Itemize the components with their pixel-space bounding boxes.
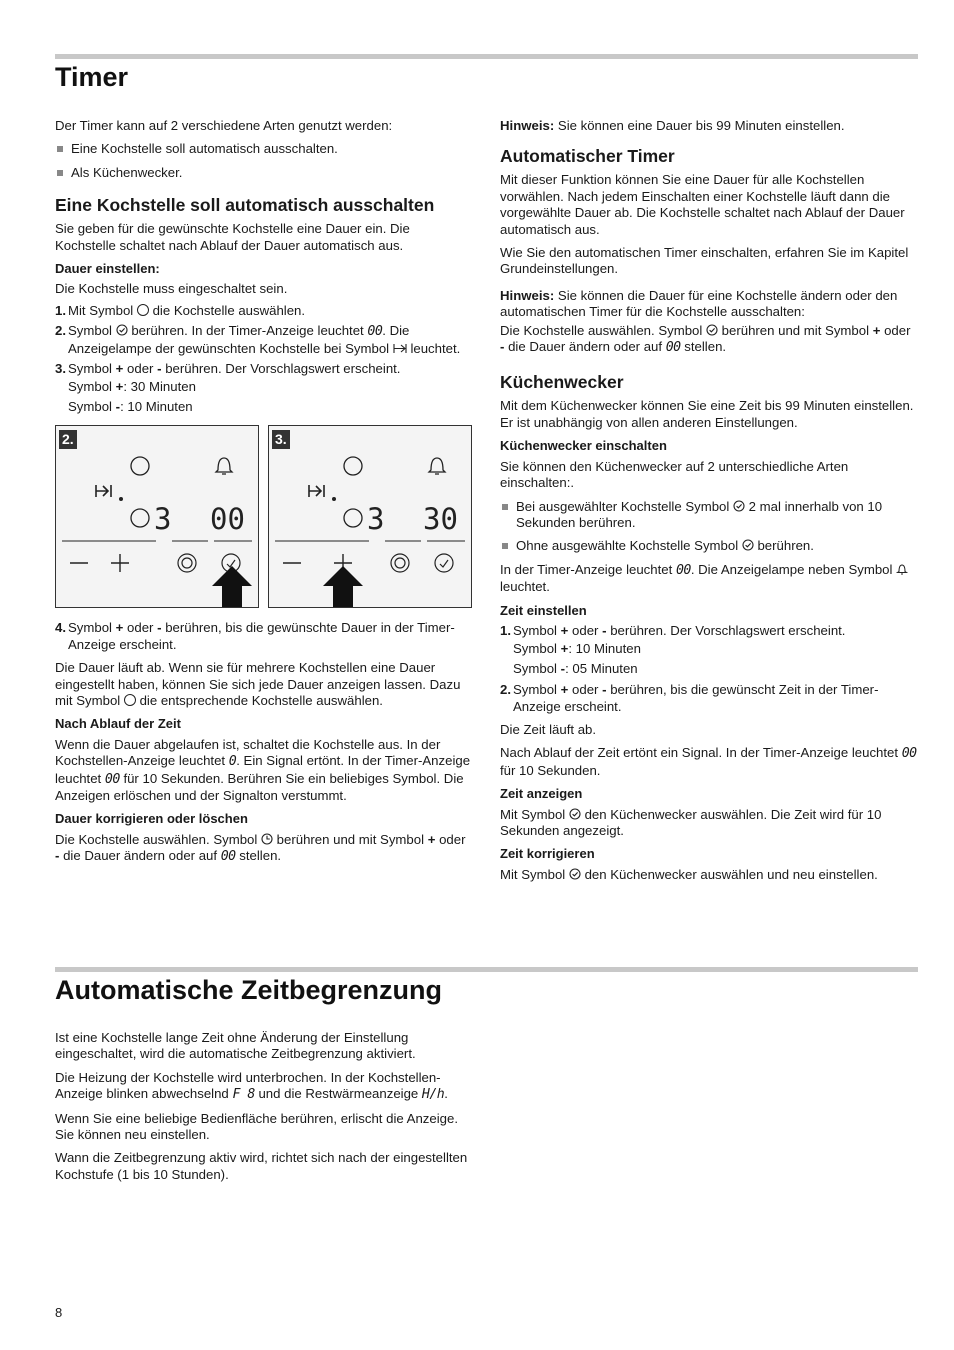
zeit-anzeigen-para: Mit Symbol den Küchenwecker auswählen. Die Zeit wird für 10 Sekunden angezeigt. bbox=[500, 806, 882, 838]
timer-clock-icon bbox=[569, 868, 581, 880]
zeit-einstellen-heading: Zeit einstellen bbox=[500, 602, 587, 618]
hotplate-circle-icon bbox=[344, 509, 362, 527]
indicator-dot bbox=[332, 497, 336, 501]
step-1: 1. Mit Symbol die Kochstelle auswählen. bbox=[55, 302, 306, 318]
power-level-digit: 3 bbox=[154, 502, 172, 537]
para-after-steps: Die Dauer läuft ab. Wenn sie für mehrere Kochstellen eine Dauer eingestellt haben, können Sie sich jede Dauer anzeigen lassen. Dazu mit Symbol die entsprechende Kochstelle auswählen. bbox=[55, 660, 461, 708]
step-4: 4. Symbol + oder - berühren, bis die gewünschte Dauer in der Timer-Anzeige erscheint. bbox=[55, 620, 455, 652]
bell-icon bbox=[896, 563, 908, 575]
bullet-square-icon bbox=[57, 146, 63, 152]
timer-clock-icon bbox=[569, 808, 581, 820]
auto-off-heading: Eine Kochstelle soll automatisch ausschalten bbox=[55, 195, 435, 216]
dauer-heading: Dauer einstellen: bbox=[55, 261, 160, 277]
end-arrow-icon bbox=[309, 485, 324, 497]
timer-intro: Der Timer kann auf 2 verschiedene Arten genutzt werden: bbox=[55, 118, 393, 133]
zeit-korrigieren-heading: Zeit korrigieren bbox=[500, 846, 595, 862]
zeitbegrenzung-p3: Wenn Sie eine beliebige Bedienfläche berühren, erlischt die Anzeige. Sie können neu einstellen. bbox=[55, 1110, 458, 1143]
zeitbegrenzung-title: Automatische Zeitbegrenzung bbox=[55, 975, 443, 1005]
power-level-digit: 3 bbox=[367, 502, 385, 537]
press-arrow-icon bbox=[323, 566, 363, 607]
hotplate-circle-icon bbox=[344, 457, 362, 475]
hotplate-circle-icon bbox=[131, 509, 149, 527]
kuechenwecker-p1: Mit dem Küchenwecker können Sie eine Zeit bis 99 Minuten einstellen. Er ist unabhängig von allen anderen Einstellungen. bbox=[500, 398, 914, 430]
control-panel-figure-3 bbox=[268, 425, 472, 608]
auto-timer-p2: Wie Sie den automatischen Timer einschalten, erfahren Sie im Kapitel Grundeinstellungen. bbox=[500, 245, 909, 277]
zeit-ablauf: Nach Ablauf der Zeit ertönt ein Signal. In der Timer-Anzeige leuchtet 00 für 10 Sekunden. bbox=[500, 745, 917, 778]
step-3: 3. Symbol + oder - berühren. Der Vorschlagswert erscheint. bbox=[55, 361, 401, 377]
hotplate-circle-icon bbox=[131, 457, 149, 475]
zeit-laeuft: Die Zeit läuft ab. bbox=[500, 721, 597, 737]
dauer-pre: Die Kochstelle muss eingeschaltet sein. bbox=[55, 281, 288, 297]
circle-icon bbox=[124, 694, 136, 706]
section-rule-zeitbegrenzung bbox=[55, 967, 918, 972]
hinweis-2: Hinweis: Sie können die Dauer für eine Kochstelle ändern oder den automatischen Timer für die Kochstelle ausschalten: bbox=[500, 287, 898, 320]
kw-led-para: In der Timer-Anzeige leuchtet 00. Die Anzeigelampe neben Symbol leuchtet. bbox=[500, 562, 918, 596]
section-rule-timer bbox=[55, 54, 918, 59]
bell-icon bbox=[429, 458, 445, 474]
timer-clock-icon bbox=[116, 324, 128, 336]
zeitbegrenzung-p4: Wann die Zeitbegrenzung aktiv wird, richtet sich nach der eingestellten Kochstufe (1 bis 10 Stunden). bbox=[55, 1150, 468, 1182]
figure-label: 2. bbox=[59, 430, 77, 448]
figure-label: 3. bbox=[272, 430, 290, 448]
bullet-square-icon bbox=[57, 170, 63, 176]
zeitbegrenzung-p1: Ist eine Kochstelle lange Zeit ohne Änderung der Einstellung eingeschaltet, wird die automatische Zeitbegrenzung aktiviert. bbox=[55, 1030, 416, 1062]
zeitbegrenzung-column bbox=[55, 1030, 473, 1190]
bullet-square-icon bbox=[502, 504, 508, 510]
circle-icon bbox=[137, 304, 149, 316]
zeit-step-1: 1. Symbol + oder - berühren. Der Vorschlagswert erscheint. bbox=[500, 622, 846, 638]
zeit-step-1-minus: Symbol -: 05 Minuten bbox=[513, 660, 638, 676]
control-panel-figures bbox=[55, 425, 473, 608]
plus-icon bbox=[111, 554, 129, 572]
clock-icon bbox=[261, 833, 273, 845]
timer-clock-icon bbox=[742, 539, 754, 551]
zeitbegrenzung-p2: Die Heizung der Kochstelle wird unterbrochen. In der Kochstellen-Anzeige blinken abwechselnd F 8 und die Restwärmeanzeige H/h. bbox=[55, 1069, 448, 1103]
hinweis-1: Hinweis: Sie können eine Dauer bis 99 Minuten einstellen. bbox=[500, 118, 845, 133]
step-2: 2. Symbol berühren. In der Timer-Anzeige leuchtet 00. Die Anzeigelampe der gewünschten Kochstelle bei Symbol leuchtet. bbox=[55, 323, 461, 356]
timer-title: Timer bbox=[55, 62, 129, 92]
kw-einschalten-para: Sie können den Küchenwecker auf 2 unterschiedliche Arten einschalten:. bbox=[500, 458, 849, 491]
end-arrow-icon bbox=[96, 485, 111, 497]
press-arrow-icon bbox=[212, 566, 252, 607]
step-3-plus: Symbol +: 30 Minuten bbox=[68, 379, 196, 395]
list-item: Ohne ausgewählte Kochstelle Symbol berühren. bbox=[500, 538, 918, 554]
timer-display-value: 00 bbox=[210, 502, 245, 537]
right-column bbox=[500, 118, 918, 890]
korrigieren-heading: Dauer korrigieren oder löschen bbox=[55, 811, 248, 827]
zeit-step-2: 2. Symbol + oder - berühren, bis die gewünscht Zeit in der Timer-Anzeige erscheint. bbox=[500, 682, 879, 714]
bullet-square-icon bbox=[502, 543, 508, 549]
auto-timer-heading: Automatischer Timer bbox=[500, 146, 675, 167]
bell-icon bbox=[216, 458, 232, 474]
kuechenwecker-heading: Küchenwecker bbox=[500, 372, 624, 393]
left-column bbox=[55, 118, 473, 873]
list-item: Eine Kochstelle soll automatisch ausschalten. bbox=[55, 141, 473, 157]
step-3-minus: Symbol -: 10 Minuten bbox=[68, 398, 193, 414]
list-item: Bei ausgewählter Kochstelle Symbol 2 mal innerhalb von 10 Sekunden berühren. bbox=[500, 499, 918, 532]
selection-circle-icon bbox=[178, 554, 196, 572]
end-arrow-icon bbox=[393, 343, 407, 354]
list-item: Als Küchenwecker. bbox=[55, 165, 473, 181]
control-panel-figure-2 bbox=[55, 425, 259, 608]
zeit-korrigieren-para: Mit Symbol den Küchenwecker auswählen und neu einstellen. bbox=[500, 866, 878, 882]
hinweis-2-steps: Die Kochstelle auswählen. Symbol berühren und mit Symbol + oder - die Dauer ändern oder auf 00 stellen. bbox=[500, 322, 911, 356]
timer-display-value: 30 bbox=[423, 502, 458, 537]
timer-clock-icon bbox=[435, 554, 453, 572]
selection-circle-icon bbox=[391, 554, 409, 572]
korrigieren-para: Die Kochstelle auswählen. Symbol berühren und mit Symbol + oder - die Dauer ändern oder auf 00 stellen. bbox=[55, 831, 466, 865]
timer-clock-icon bbox=[706, 324, 718, 336]
auto-timer-p1: Mit dieser Funktion können Sie eine Dauer für alle Kochstellen vorwählen. Nach jedem Einschalten einer Kochstelle läuft dann die vorgewählte Dauer ab. Die Kochstelle schaltet nach Ablauf der Dauer automatisch aus. bbox=[500, 172, 905, 237]
indicator-dot bbox=[119, 497, 123, 501]
zeit-anzeigen-heading: Zeit anzeigen bbox=[500, 786, 583, 802]
nach-ablauf-para: Wenn die Dauer abgelaufen ist, schaltet die Kochstelle aus. In der Kochstellen-Anzeige leuchtet 0. Ein Signal ertönt. In der Timer-Anzeige leuchtet 00 für 10 Sekunden. Berühren Sie ein beliebiges Symbol. Die Anzeigen erlöschen und der Signalton verstummt. bbox=[55, 736, 471, 803]
nach-ablauf-heading: Nach Ablauf der Zeit bbox=[55, 716, 181, 732]
page-number: 8 bbox=[55, 1305, 63, 1320]
zeit-step-1-plus: Symbol +: 10 Minuten bbox=[513, 641, 641, 657]
timer-clock-icon bbox=[733, 500, 745, 512]
auto-off-para: Sie geben für die gewünschte Kochstelle eine Dauer ein. Die Kochstelle schaltet nach Ablauf der Dauer automatisch aus. bbox=[55, 221, 410, 253]
kw-einschalten-heading: Küchenwecker einschalten bbox=[500, 438, 667, 454]
